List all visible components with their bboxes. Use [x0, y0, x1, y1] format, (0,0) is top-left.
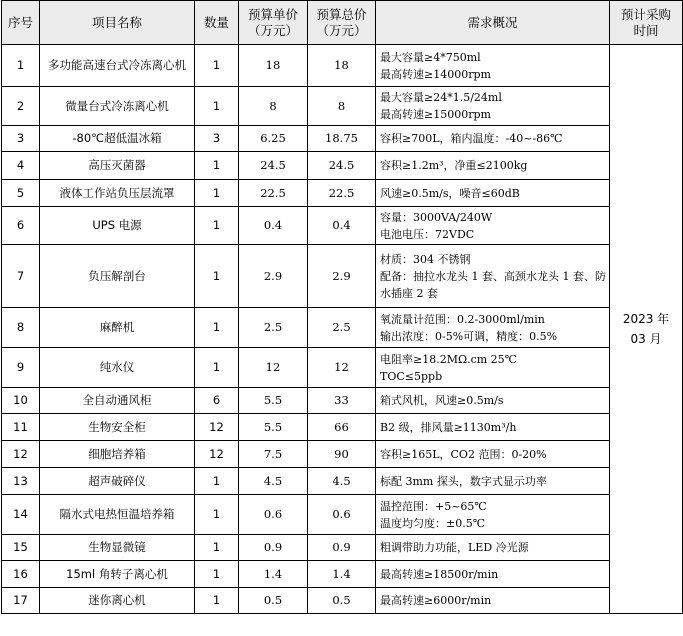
cell-unit-price: 8 [239, 87, 308, 126]
cell-total-price: 0.6 [308, 495, 376, 535]
cell-unit-price: 5.5 [239, 388, 308, 414]
cell-name: 迷你离心机 [40, 588, 195, 614]
cell-name: 微量台式冷冻离心机 [40, 87, 195, 126]
cell-qty: 1 [195, 308, 239, 348]
requirement-line: 材质：304 不锈钢 [380, 252, 471, 266]
requirement-line: 输出浓度：0-5%可调，精度：0.5% [380, 329, 558, 343]
cell-unit-price: 18 [239, 45, 308, 87]
header-seq: 序号 [2, 1, 40, 45]
header-unit-price-line2: （万元） [247, 22, 298, 38]
cell-seq: 6 [2, 207, 40, 245]
requirement-line: TOC≤5ppb [380, 369, 443, 383]
requirement-line: 容量：3000VA/240W [380, 210, 493, 224]
cell-name: -80℃超低温冰箱 [40, 126, 195, 152]
cell-name: 负压解剖台 [40, 245, 195, 308]
cell-unit-price: 6.25 [239, 126, 308, 152]
cell-total-price: 33 [308, 388, 376, 414]
header-total-price-line2: （万元） [316, 22, 367, 38]
cell-total-price: 8 [308, 87, 376, 126]
table-row [2, 180, 683, 207]
table-row [2, 87, 683, 126]
cell-name: 隔水式电热恒温培养箱 [40, 495, 195, 535]
requirement-line: 电池电压：72VDC [380, 227, 475, 241]
cell-name: UPS 电源 [40, 207, 195, 245]
cell-unit-price: 0.5 [239, 588, 308, 614]
cell-total-price: 18 [308, 45, 376, 87]
cell-qty: 6 [195, 388, 239, 414]
requirement-line: 风速≥0.5m/s，噪音≤60dB [380, 186, 520, 200]
header-requirements: 需求概况 [376, 1, 610, 45]
cell-unit-price: 0.9 [239, 535, 308, 561]
table-row [2, 441, 683, 468]
requirement-line: 标配 3mm 探头，数字式显示功率 [380, 474, 547, 488]
requirement-line: 粗调带助力功能，LED 冷光源 [380, 541, 529, 554]
cell-name: 高压灭菌器 [40, 152, 195, 180]
cell-unit-price: 12 [239, 348, 308, 388]
cell-seq: 7 [2, 245, 40, 308]
cell-unit-price: 1.4 [239, 561, 308, 588]
cell-total-price: 22.5 [308, 180, 376, 207]
cell-total-price: 12 [308, 348, 376, 388]
cell-requirements [376, 207, 610, 245]
cell-unit-price: 2.5 [239, 308, 308, 348]
cell-seq: 1 [2, 45, 40, 87]
cell-requirements [376, 414, 610, 441]
cell-requirements [376, 468, 610, 495]
cell-total-price: 2.5 [308, 308, 376, 348]
requirement-line: 最大容量≥24*1.5/24ml [380, 91, 502, 104]
cell-requirements [376, 388, 610, 414]
cell-seq: 12 [2, 441, 40, 468]
cell-qty: 1 [195, 245, 239, 308]
cell-qty: 1 [195, 348, 239, 388]
cell-purchase-time [610, 45, 683, 614]
header-unit-price-line1: 预算单价 [247, 6, 298, 22]
cell-total-price: 1.4 [308, 561, 376, 588]
table-row [2, 126, 683, 152]
header-name: 项目名称 [40, 1, 195, 45]
cell-total-price: 18.75 [308, 126, 376, 152]
cell-unit-price: 5.5 [239, 414, 308, 441]
cell-seq: 10 [2, 388, 40, 414]
purchase-time-line2: 03 月 [630, 332, 662, 346]
cell-qty: 1 [195, 180, 239, 207]
cell-qty: 1 [195, 561, 239, 588]
cell-requirements [376, 441, 610, 468]
cell-seq: 13 [2, 468, 40, 495]
cell-seq: 9 [2, 348, 40, 388]
header-purchase-time-line2: 时间 [633, 22, 659, 38]
cell-requirements [376, 126, 610, 152]
procurement-table [1, 0, 683, 614]
cell-total-price: 0.5 [308, 588, 376, 614]
table-row [2, 388, 683, 414]
cell-unit-price: 2.9 [239, 245, 308, 308]
cell-total-price: 90 [308, 441, 376, 468]
cell-requirements [376, 348, 610, 388]
cell-seq: 8 [2, 308, 40, 348]
header-purchase-time [610, 1, 683, 45]
cell-name: 多功能高速台式冷冻离心机 [40, 45, 195, 87]
cell-qty: 1 [195, 207, 239, 245]
requirement-line: 温控范围：+5~65℃ [380, 499, 487, 513]
requirement-line: 电阻率≥18.2MΩ.cm 25℃ [380, 352, 517, 366]
cell-qty: 12 [195, 441, 239, 468]
cell-unit-price: 7.5 [239, 441, 308, 468]
cell-requirements [376, 180, 610, 207]
cell-requirements [376, 45, 610, 87]
cell-unit-price: 0.4 [239, 207, 308, 245]
requirement-line: 最高转速≥18500r/min [380, 567, 499, 581]
cell-requirements [376, 588, 610, 614]
requirement-line: 容积≥700L，箱内温度：-40~-86℃ [380, 132, 563, 145]
cell-qty: 1 [195, 588, 239, 614]
cell-total-price: 2.9 [308, 245, 376, 308]
cell-requirements [376, 308, 610, 348]
cell-unit-price: 24.5 [239, 152, 308, 180]
cell-qty: 1 [195, 87, 239, 126]
cell-name: 15ml 角转子离心机 [40, 561, 195, 588]
cell-qty: 1 [195, 468, 239, 495]
requirement-line: 氧流量计范围：0.2-3000ml/min [380, 312, 545, 326]
cell-total-price: 66 [308, 414, 376, 441]
table-body [2, 45, 683, 614]
cell-qty: 3 [195, 126, 239, 152]
cell-total-price: 0.4 [308, 207, 376, 245]
requirement-line: 配备：抽拉水龙头 1 套、高颈水龙头 1 套、防水插座 2 套 [380, 269, 606, 300]
table-row [2, 348, 683, 388]
cell-name: 全自动通风柜 [40, 388, 195, 414]
cell-unit-price: 22.5 [239, 180, 308, 207]
cell-seq: 14 [2, 495, 40, 535]
cell-name: 超声破碎仪 [40, 468, 195, 495]
cell-name: 纯水仪 [40, 348, 195, 388]
header-total-price-line1: 预算总价 [316, 6, 367, 22]
cell-seq: 4 [2, 152, 40, 180]
cell-name: 生物安全柜 [40, 414, 195, 441]
requirement-line: 容积≥1.2m³，净重≤2100kg [380, 159, 528, 172]
cell-seq: 2 [2, 87, 40, 126]
cell-requirements [376, 535, 610, 561]
requirement-line: 最高转速≥14000rpm [380, 67, 491, 81]
cell-unit-price: 0.6 [239, 495, 308, 535]
table-row [2, 207, 683, 245]
header-total-price [308, 1, 376, 45]
cell-seq: 3 [2, 126, 40, 152]
cell-qty: 12 [195, 414, 239, 441]
cell-seq: 5 [2, 180, 40, 207]
table-row [2, 245, 683, 308]
requirement-line: 最大容量≥4*750ml [380, 50, 481, 64]
requirement-line: 最高转速≥6000r/min [380, 594, 492, 607]
header-purchase-time-line1: 预计采购 [620, 6, 671, 22]
requirement-line: 容积≥165L，CO2 范围：0-20% [380, 447, 547, 461]
table-row [2, 414, 683, 441]
header-row [2, 1, 683, 45]
cell-seq: 11 [2, 414, 40, 441]
table-row [2, 468, 683, 495]
cell-name: 麻醉机 [40, 308, 195, 348]
table-row [2, 535, 683, 561]
cell-requirements [376, 561, 610, 588]
requirement-line: B2 级，排风量≥1130m³/h [380, 420, 517, 434]
header-unit-price [239, 1, 308, 45]
cell-qty: 1 [195, 152, 239, 180]
cell-qty: 1 [195, 495, 239, 535]
table-row [2, 561, 683, 588]
cell-seq: 17 [2, 588, 40, 614]
table-row [2, 588, 683, 614]
cell-name: 细胞培养箱 [40, 441, 195, 468]
cell-qty: 1 [195, 45, 239, 87]
requirement-line: 最高转速≥15000rpm [380, 108, 491, 121]
cell-requirements [376, 245, 610, 308]
header-qty: 数量 [195, 1, 239, 45]
requirement-line: 温度均匀度：±0.5℃ [380, 516, 486, 530]
cell-total-price: 4.5 [308, 468, 376, 495]
table-row [2, 152, 683, 180]
table-row [2, 45, 683, 87]
cell-total-price: 0.9 [308, 535, 376, 561]
cell-requirements [376, 152, 610, 180]
cell-requirements [376, 87, 610, 126]
cell-name: 液体工作站负压层流罩 [40, 180, 195, 207]
cell-requirements [376, 495, 610, 535]
cell-name: 生物显微镜 [40, 535, 195, 561]
cell-seq: 15 [2, 535, 40, 561]
cell-seq: 16 [2, 561, 40, 588]
cell-total-price: 24.5 [308, 152, 376, 180]
purchase-time-line1: 2023 年 [622, 312, 670, 326]
table-row [2, 308, 683, 348]
requirement-line: 箱式风机，风速≥0.5m/s [380, 394, 504, 407]
cell-unit-price: 4.5 [239, 468, 308, 495]
cell-qty: 1 [195, 535, 239, 561]
table-row [2, 495, 683, 535]
